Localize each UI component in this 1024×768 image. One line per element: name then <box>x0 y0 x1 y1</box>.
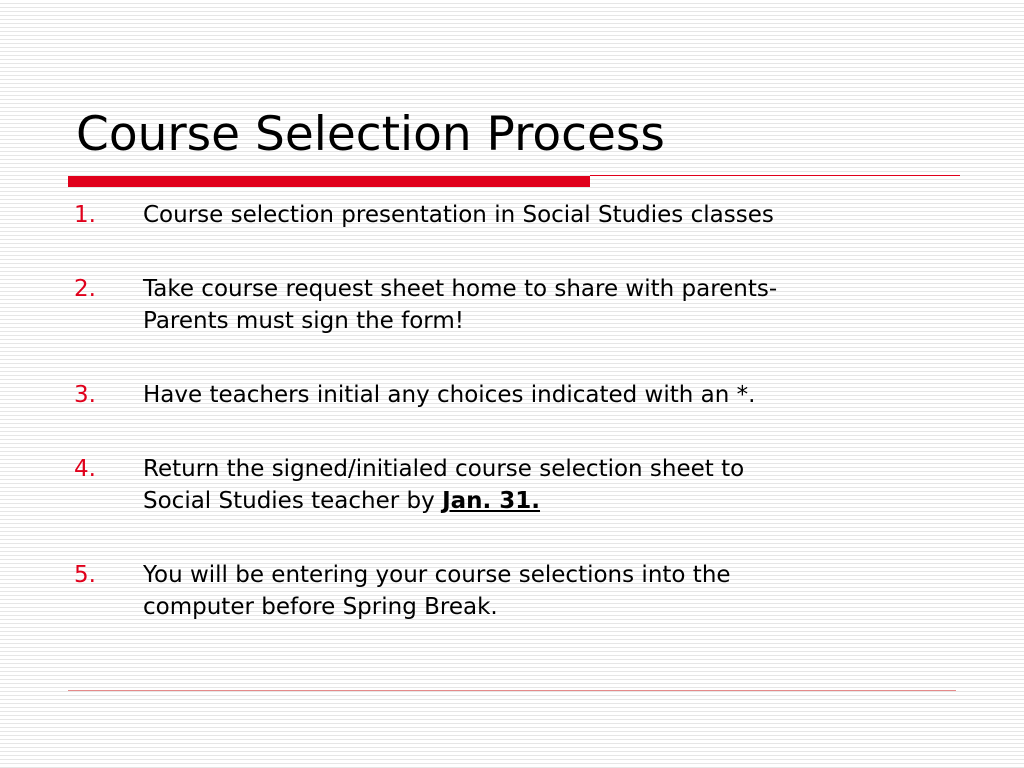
step-text-line: You will be entering your course selections into the <box>143 562 731 588</box>
step-text-line: Have teachers initial any choices indicated with an *. <box>143 382 756 408</box>
step-number: 1. <box>74 202 96 228</box>
list-item <box>0 199 1024 231</box>
step-text <box>143 199 953 231</box>
step-text-line: Take course request sheet home to share with parents- <box>143 276 778 302</box>
step-text <box>143 453 953 517</box>
step-number: 5. <box>74 562 96 588</box>
step-text-line: Course selection presentation in Social Studies classes <box>143 202 774 228</box>
step-text-line: Parents must sign the form! <box>143 308 464 334</box>
step-number: 2. <box>74 276 96 302</box>
slide-title: Course Selection Process <box>76 107 665 162</box>
list-item <box>0 559 1024 623</box>
title-underline-thin <box>590 175 960 176</box>
step-number: 4. <box>74 456 96 482</box>
deadline-date: Jan. 31. <box>442 488 541 514</box>
step-text <box>143 559 953 623</box>
footer-divider <box>68 690 956 691</box>
list-item <box>0 273 1024 337</box>
step-text <box>143 379 953 411</box>
step-text-line: Return the signed/initialed course selection sheet to <box>143 456 745 482</box>
list-item <box>0 453 1024 517</box>
step-text-line: computer before Spring Break. <box>143 594 498 620</box>
step-text <box>143 273 953 337</box>
step-text-line: Social Studies teacher by <box>143 488 443 514</box>
title-underline-thick <box>68 176 590 187</box>
steps-list <box>0 199 1024 665</box>
list-item <box>0 379 1024 411</box>
step-number: 3. <box>74 382 96 408</box>
